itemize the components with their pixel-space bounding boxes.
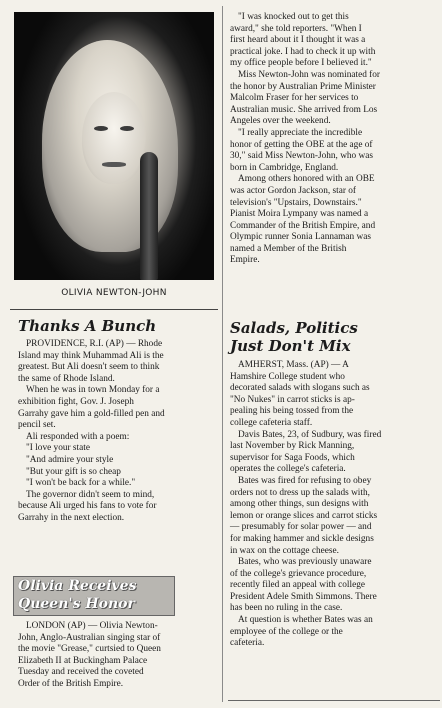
article-line: Hamshire College student who [230, 371, 345, 382]
article-line: orders not to dress up the salads with, [230, 487, 370, 498]
article-line: 30," said Miss Newton-John, who was [230, 151, 373, 162]
article-line: the movie "Grease," curtsied to Queen [18, 644, 161, 655]
article-line: When he was in town Monday for a [26, 385, 160, 396]
article-line: The governor didn't seem to mind, [26, 489, 155, 500]
article-line: among other things, sun designs with [230, 499, 369, 510]
article-line: recently filed an appeal with college [230, 580, 366, 591]
article-line: for making hammer and sickle designs [230, 533, 374, 544]
article-line: honor of getting the OBE at the age of [230, 139, 373, 150]
article-line: "I really appreciate the incredible [238, 127, 363, 138]
photo-mouth [102, 162, 126, 167]
article-line: television's "Upstairs, Downstairs." [230, 197, 362, 208]
article-line: Commander of the British Empire, and [230, 220, 376, 231]
article-line: Empire. [230, 255, 260, 266]
article-line: "But your gift is so cheap [26, 466, 121, 477]
article-line: named a Member of the British [230, 243, 347, 254]
article-line: "And admire your style [26, 454, 114, 465]
article-line: Bates was fired for refusing to obey [238, 475, 372, 486]
article-line: PROVIDENCE, R.I. (AP) — Rhode [26, 339, 163, 349]
article-line: practical joke. I had to check it up with [230, 46, 376, 57]
right-column [226, 0, 440, 708]
article-line: — presumably for solar power — and [230, 522, 372, 533]
article-line: Pianist Moira Lympany was named a [230, 209, 369, 220]
article-line: Malcolm Fraser for her services to [230, 93, 359, 104]
article-line: award," she told reporters. "When I [230, 23, 362, 34]
article-line: greatest. But Ali doesn't seem to think [18, 362, 160, 373]
article-salads-body [230, 360, 381, 650]
article-line: in wax on the cottage cheese. [230, 545, 339, 556]
article-line: Garrahy in the next election. [18, 512, 125, 523]
headline-thanks: Thanks A Bunch [18, 317, 157, 335]
article-line: Garrahy gave him a gold-filled pen and [18, 408, 165, 419]
article-line: Australian music. She arrived from Los [230, 104, 378, 115]
article-line: of the college's grievance procedure, [230, 568, 367, 579]
article-line: decorated salads with slogans such as [230, 383, 370, 394]
article-olivia-continued [230, 12, 380, 267]
photo-face [82, 92, 146, 184]
article-line: At question is whether Bates was an [238, 615, 373, 626]
article-line: because Ali urged his fans to vote for [18, 501, 157, 512]
article-line: was actor Gordon Jackson, star of [230, 185, 356, 196]
article-line: Miss Newton-John was nominated for [238, 69, 381, 80]
article-line: Island may think Muhammad Ali is the [18, 350, 164, 361]
article-line: last November by Rick Manning, [230, 441, 355, 452]
article-line: Ali responded with a poem: [26, 431, 130, 442]
article-line: has been no ruling in the case. [230, 603, 343, 614]
article-line: cafeteria. [230, 638, 265, 649]
article-line: Among others honored with an OBE [238, 174, 375, 185]
divider [228, 700, 440, 701]
headline-olivia-box [13, 576, 175, 616]
article-line: LONDON (AP) — Olivia Newton- [26, 621, 158, 631]
article-line: Tuesday and received the coveted [18, 667, 144, 678]
article-line: "No Nukes" in carrot sticks is ap- [230, 394, 355, 405]
article-line: "I was knocked out to get this [238, 12, 349, 22]
article-line: supervisor for Saga Foods, which [230, 452, 355, 463]
article-olivia-body [18, 621, 161, 691]
photo-eye-left [94, 126, 108, 131]
headline-salads-line1: Salads, Politics [230, 319, 358, 337]
portrait-photo [14, 12, 214, 280]
article-line: the honor by Australian Prime Minister [230, 81, 376, 92]
photo-microphone [140, 152, 158, 280]
article-line: lemon or orange slices and carrot sticks [230, 510, 378, 521]
article-line: first heard about it I thought it was a [230, 35, 366, 46]
article-line: President Adele Smith Simmons. There [230, 591, 377, 602]
article-line: born in Cambridge, England. [230, 162, 339, 173]
article-line: pealing his being tossed from the [230, 406, 354, 417]
article-line: "I love your state [26, 443, 90, 454]
article-line: AMHERST, Mass. (AP) — A [238, 360, 349, 370]
article-line: Elizabeth II at Buckingham Palace [18, 655, 148, 666]
article-line: operates the college's cafeteria. [230, 464, 346, 475]
article-line: college cafeteria staff. [230, 417, 313, 428]
headline-olivia-line2: Queen's Honor [18, 596, 135, 612]
article-line: John, Anglo-Australian singing star of [18, 632, 161, 643]
article-line: my office people before I believed it." [230, 58, 372, 69]
article-line: Order of the British Empire. [18, 678, 124, 689]
column-divider [222, 6, 223, 702]
article-line: pencil set. [18, 420, 56, 431]
headline-olivia-line1: Olivia Receives [18, 578, 137, 594]
article-line: exhibition fight, Gov. J. Joseph [18, 396, 134, 407]
headline-salads-line2: Just Don't Mix [230, 337, 351, 355]
article-line: Angeles over the weekend. [230, 116, 331, 127]
article-thanks-body [18, 339, 165, 525]
photo-caption: OLIVIA NEWTON-JOHN [61, 288, 167, 298]
article-line: the same of Rhode Island. [18, 373, 115, 384]
article-line: Olympic runner Sonia Lannaman was [230, 232, 371, 243]
divider [10, 309, 218, 310]
article-line: "I won't be back for a while." [26, 478, 136, 489]
article-line: Bates, who was previously unaware [238, 557, 372, 568]
photo-eye-right [120, 126, 134, 131]
article-line: employee of the college or the [230, 626, 343, 637]
article-line: Davis Bates, 23, of Sudbury, was fired [238, 429, 382, 440]
